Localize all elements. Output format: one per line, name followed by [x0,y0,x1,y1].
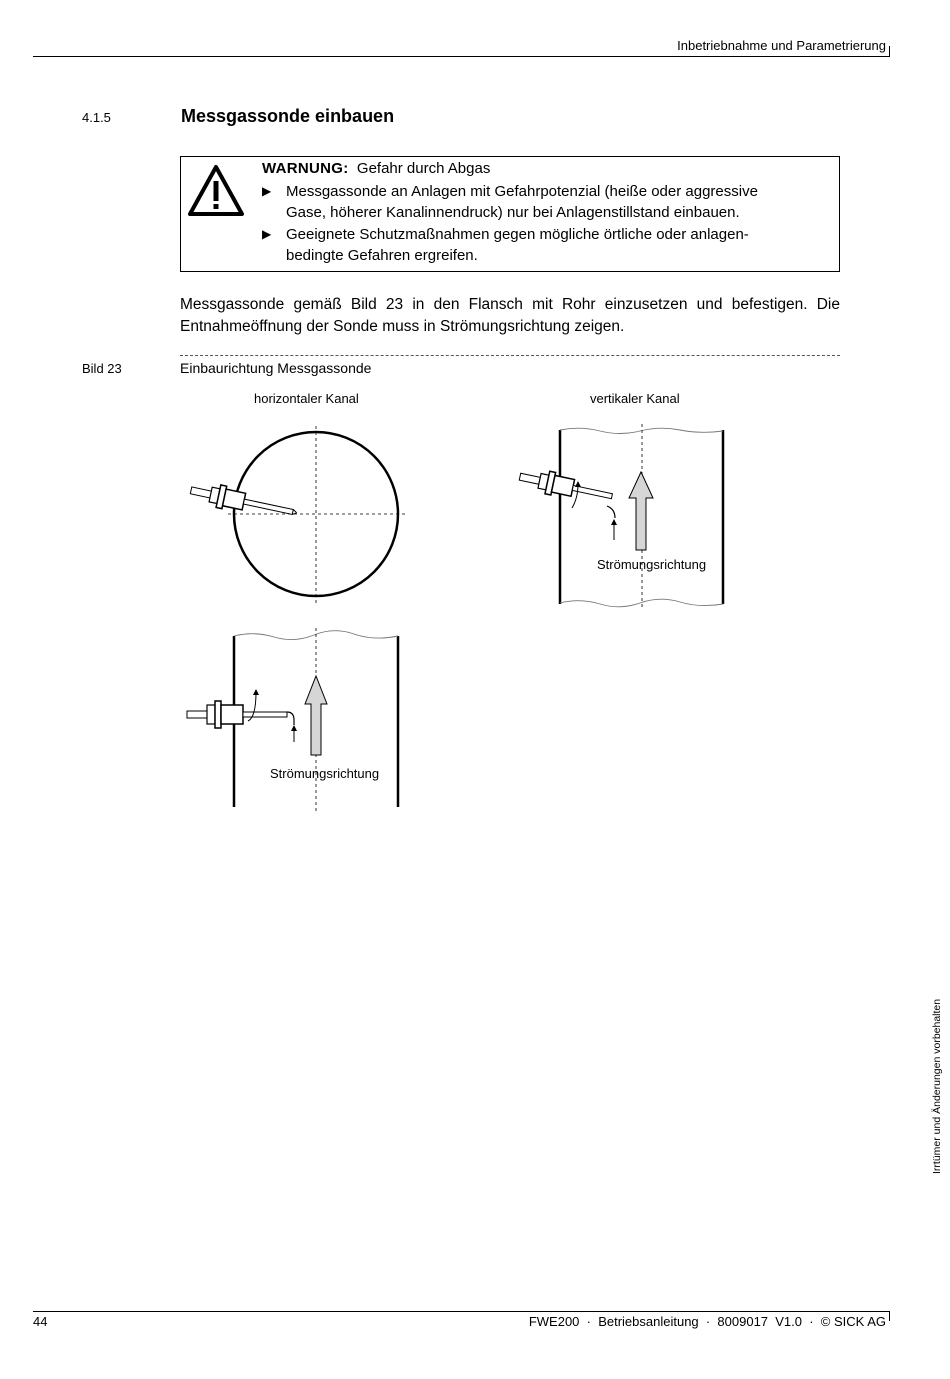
label-flow-direction-lower: Strömungsrichtung [270,766,380,781]
figure-caption: Einbaurichtung Messgassonde [180,360,372,376]
section-title: Messgassonde einbauen [181,106,395,126]
warning-item-line: Messgassonde an Anlagen mit Gefahrpotenzial (heiße oder aggressive [286,183,758,200]
vertical-duct-lower-diagram [187,628,398,812]
section-number: 4.1.5 [82,110,111,125]
margin-disclaimer: Irrtümer und Änderungen vorbehalten [931,998,943,1174]
warning-label: WARNUNG: [262,160,349,177]
bullet-arrow-icon: ▶ [262,184,272,198]
label-flow-direction: Strömungsrichtung [597,557,707,572]
footer-rule [33,1311,890,1312]
body-paragraph: Messgassonde gemäß Bild 23 in den Flansch mit Rohr einzusetzen und befestigen. Die Entnahmeöffnung der Sonde muss in Strömungsrichtung zeigen. [180,296,840,335]
figure-number: Bild 23 [82,361,122,376]
warning-item-line: bedingte Gefahren ergreifen. [286,247,478,264]
horizontal-duct-diagram [189,426,406,604]
running-header: Inbetriebnahme und Parametrierung [677,38,886,53]
probe-vertical [518,465,615,507]
probe-horizontal [189,479,299,524]
warning-subject: Gefahr durch Abgas [356,160,491,177]
footer-text: FWE200 · Betriebsanleitung · 8009017 V1.0 · © SICK AG [528,1314,886,1329]
warning-item-line: Geeignete Schutzmaßnahmen gegen mögliche örtliche oder anlagen- [286,226,749,243]
label-horizontal-duct: horizontaler Kanal [254,391,359,406]
label-vertical-duct: vertikaler Kanal [590,391,680,406]
page-number: 44 [33,1314,48,1329]
warning-item-line: Gase, höherer Kanalinnendruck) nur bei Anlagenstillstand einbauen. [286,204,740,221]
bullet-arrow-icon: ▶ [262,227,272,241]
footer-rule-tick [889,1311,890,1321]
probe-lower [187,701,294,728]
vertical-duct-diagram [518,424,723,610]
